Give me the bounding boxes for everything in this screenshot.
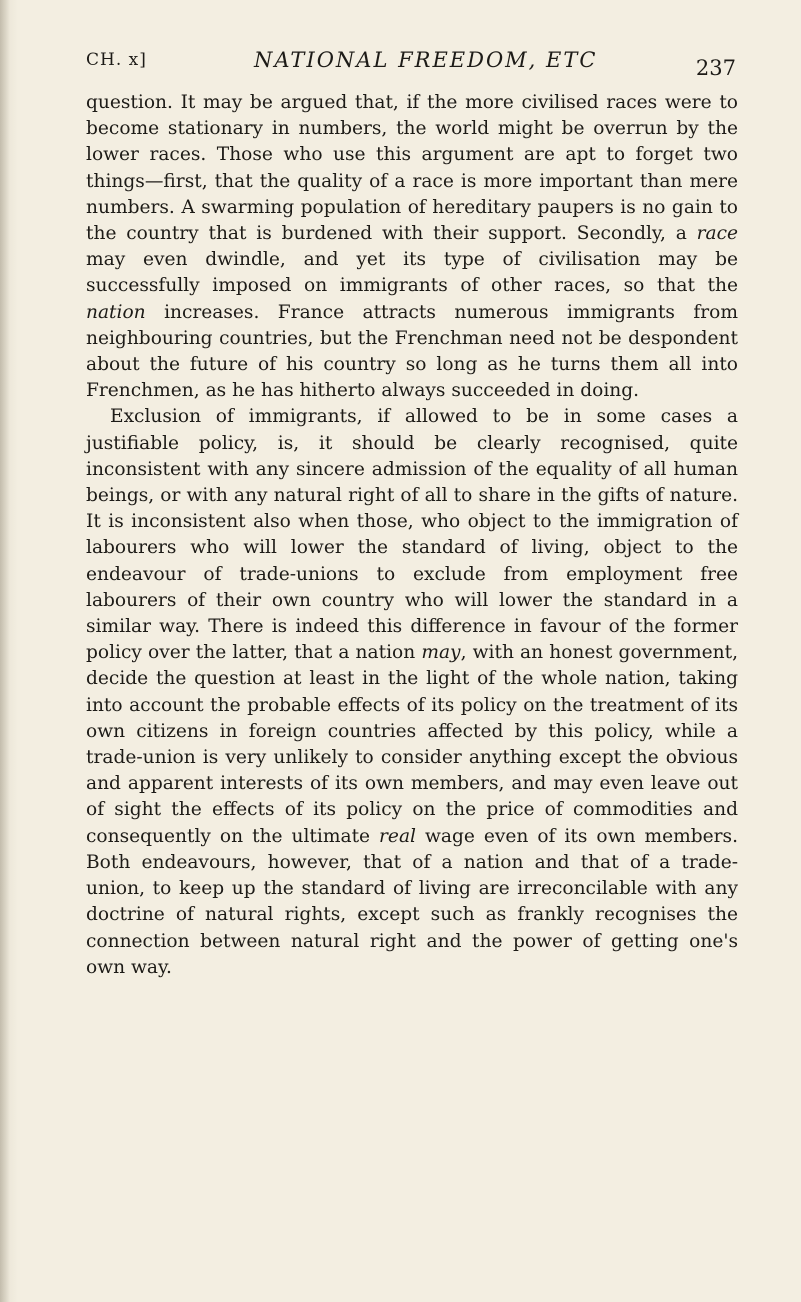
italic-segment: race [696,223,738,245]
chapter-marker: CH. x] [86,50,147,70]
text-segment: Exclusion of immigrants, if allowed to be in some cases a justifiable policy, is, it should be clearly recognised, quite inconsistent with any sincere admission of the equality of all human beings, or with any natural right of all to share in the gifts of nature. It is inconsistent also when those, who object to the immigration of labourers who will lower the standard of living, object to the endeavour of trade-unions to exclude from employment free labourers of their own country who will lower the standard in a similar way. There is indeed this difference in favour of the former policy over the latter, that a nation [86,406,738,664]
italic-segment: nation [86,301,146,323]
italic-segment: real [379,825,416,847]
paragraph-1 [86,90,738,404]
page-number: 237 [695,56,736,80]
gutter-shadow [0,0,10,1302]
text-segment: question. It may be argued that, if the more civilised races were to become stationary in numbers, the world might be overrun by the lower races. Those who use this argument are apt to forget two things—first, that the quality of a race is more important than mere numbers. A swarming population of hereditary paupers is no gain to the country that is burdened with their support. Secondly, a [86,92,738,245]
running-head [86,44,736,80]
paragraph-2 [86,404,738,980]
body-text [86,90,738,981]
text-segment: increases. France attracts numerous immigrants from neighbouring countries, but the Frenchman need not be despondent about the future of his country so long as he turns them all into Frenchmen, as he has hitherto always succeeded in doing. [86,301,738,402]
text-segment: wage even of its own members. Both endeavours, however, that of a nation and that of a trade-union, to keep up the standard of living are irreconcilable with any doctrine of natural rights, except such as frankly recognises the connection between natural right and the power of getting one's own way. [86,825,738,978]
text-segment: , with an honest government, decide the question at least in the light of the whole nation, taking into account the probable effects of its policy on the treatment of its own citizens in foreign countries affected by this policy, while a trade-union is very unlikely to consider anything except the obvious and apparent interests of its own members, and may even leave out of sight the effects of its policy on the price of commodities and consequently on the ultimate [86,642,738,847]
italic-segment: may [421,642,461,664]
text-segment: may even dwindle, and yet its type of civilisation may be successfully imposed on immigrants of other races, so that the [86,249,738,297]
running-title: NATIONAL FREEDOM, ETC [254,48,598,72]
